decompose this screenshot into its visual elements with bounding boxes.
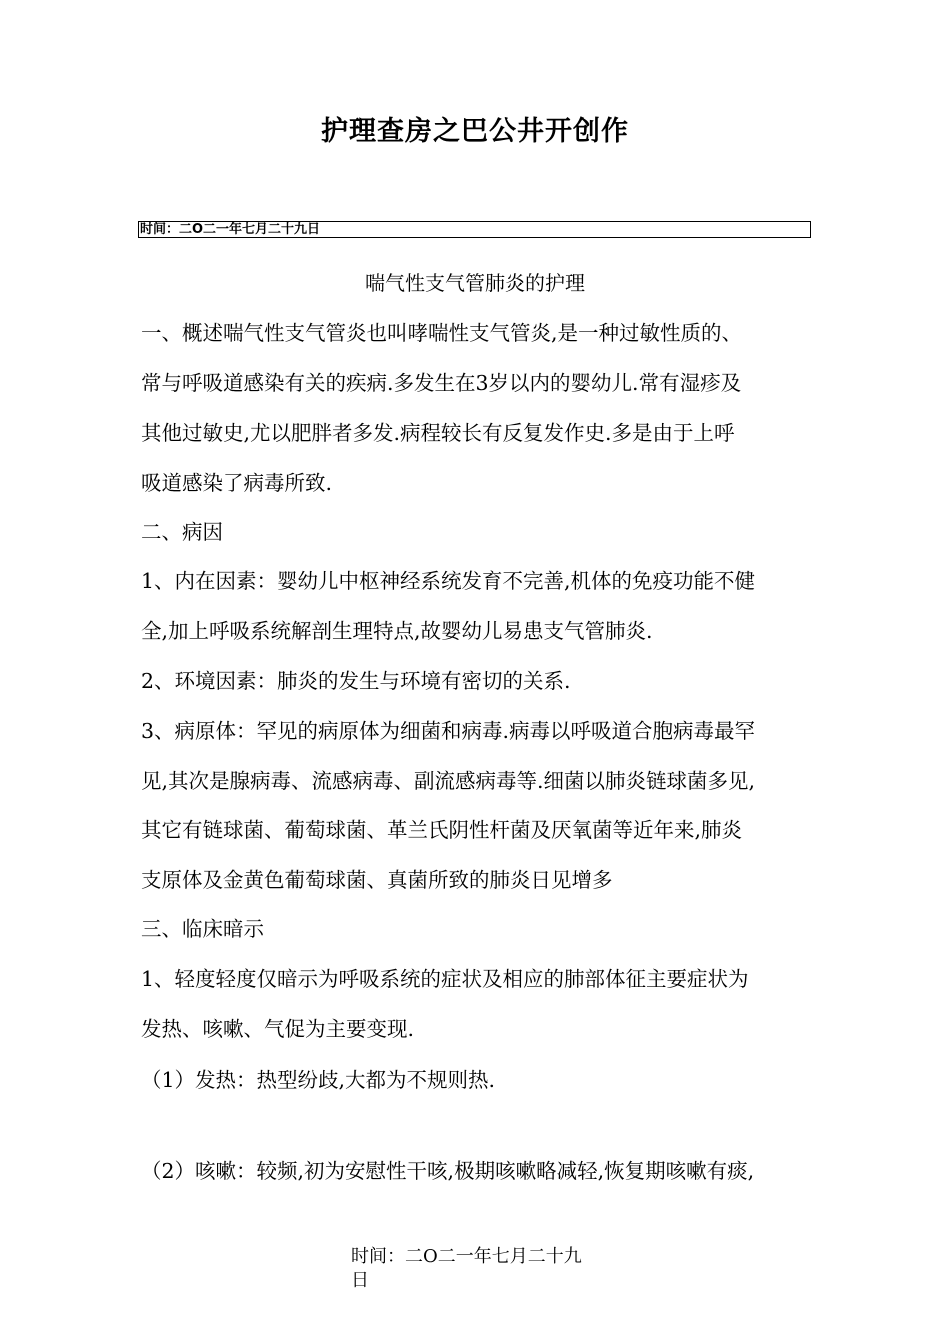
footer-time: 时间：二O二一年七月二十九 [351,1246,582,1267]
document-title: 护理查房之巴公井开创作 [321,116,629,147]
section-heading: 二、病因 [141,520,223,544]
paragraph-line: 吸道感染了病毒所致. [141,471,333,495]
page-footer [351,1245,651,1293]
document-subtitle: 喘气性支气管肺炎的护理 [365,271,585,295]
paragraph-line: 支原体及金黄色葡萄球菌、真菌所致的肺炎日见增多 [141,868,613,892]
time-box: 时间：二O二一年七月二十九日 [138,221,811,238]
paragraph-line: （2）咳嗽：较频,初为安慰性干咳,极期咳嗽略减轻,恢复期咳嗽有痰, [141,1159,755,1183]
section-heading: 三、临床暗示 [141,917,264,941]
paragraph-line: 一、概述喘气性支气管炎也叫哮喘性支气管炎,是一种过敏性质的、 [141,321,743,345]
footer-time-continued: 日 [351,1270,369,1291]
paragraph-line: 1、轻度轻度仅暗示为呼吸系统的症状及相应的肺部体征主要症状为 [141,967,749,991]
paragraph-line: 其它有链球菌、葡萄球菌、革兰氏阴性杆菌及厌氧菌等近年来,肺炎 [141,818,743,842]
paragraph-line: 发热、咳嗽、气促为主要变现. [141,1017,415,1041]
paragraph-line: 1、内在因素：婴幼儿中枢神经系统发育不完善,机体的免疫功能不健 [141,569,756,593]
paragraph-line: （1）发热：热型纷歧,大都为不规则热. [141,1068,496,1092]
paragraph-line: 2、环境因素：肺炎的发生与环境有密切的关系. [141,669,571,693]
paragraph-line: 常与呼吸道感染有关的疾病.多发生在3岁以内的婴幼儿.常有湿疹及 [141,371,742,395]
paragraph-line: 其他过敏史,尤以肥胖者多发.病程较长有反复发作史.多是由于上呼 [141,421,735,445]
paragraph-line: 3、病原体：罕见的病原体为细菌和病毒.病毒以呼吸道合胞病毒最罕 [141,719,756,743]
paragraph-line: 全,加上呼吸系统解剖生理特点,故婴幼儿易患支气管肺炎. [141,619,653,643]
paragraph-line: 见,其次是腺病毒、流感病毒、副流感病毒等.细菌以肺炎链球菌多见, [141,769,756,793]
